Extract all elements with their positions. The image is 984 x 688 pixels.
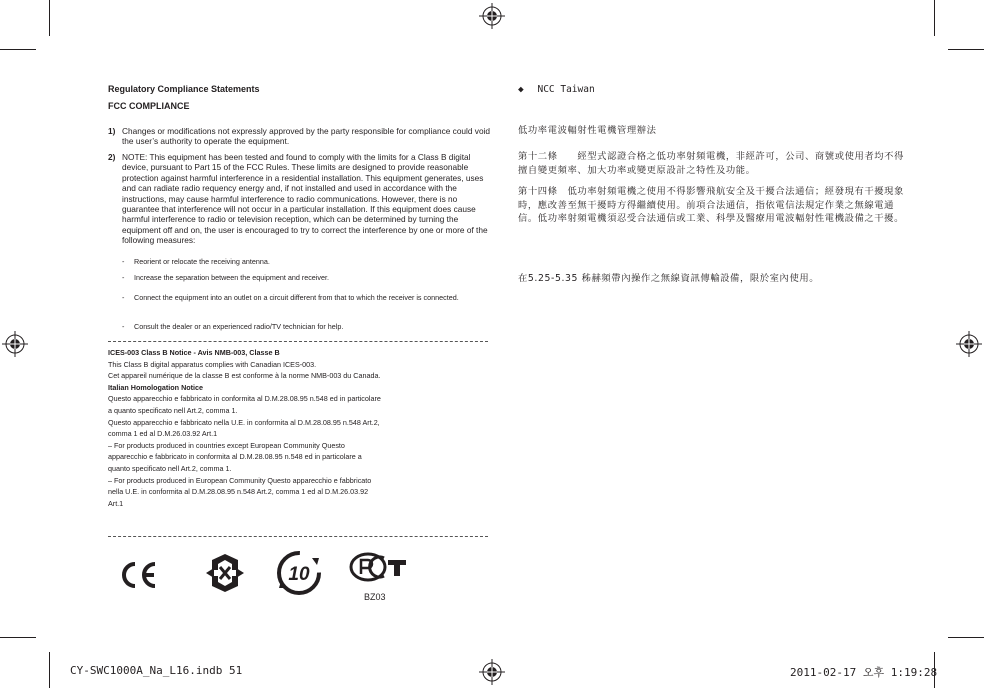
notice-line: This Class B digital apparatus complies with Canadian ICES-003. bbox=[108, 359, 317, 369]
item-text: Changes or modifications not expressly approved by the party responsible for compliance could void the user’s authority to operate the equipment. bbox=[122, 126, 491, 147]
band-note: 在5.25-5.35 秭赫頻帶內操作之無線資訊傳輸設備，限於室內使用。 bbox=[518, 273, 820, 284]
divider bbox=[108, 536, 488, 537]
divider bbox=[108, 341, 488, 342]
crop-mark bbox=[0, 637, 36, 638]
notice-line: ICES-003 Class B Notice - Avis NMB-003, Classe B bbox=[108, 348, 280, 357]
footer-filename: CY-SWC1000A_Na_L16.indb 51 bbox=[70, 664, 243, 677]
footer-datetime: 2011-02-17 오후 1:19:28 bbox=[790, 666, 938, 679]
item-number: 1) bbox=[108, 126, 116, 136]
notice-line: a quanto specificato nell Art.2, comma 1. bbox=[108, 406, 238, 415]
fcc-item bbox=[108, 126, 493, 148]
ncc-heading bbox=[518, 84, 595, 95]
bullet-dash: - bbox=[122, 322, 125, 331]
notice-line: Art.1 bbox=[108, 498, 124, 508]
registration-mark-icon bbox=[2, 331, 28, 357]
pct-mark-icon bbox=[348, 552, 408, 582]
registration-mark-icon bbox=[479, 659, 505, 685]
epup-number: 10 bbox=[288, 564, 310, 585]
bullet-dash: - bbox=[122, 293, 125, 302]
ce-mark-icon bbox=[118, 560, 158, 590]
bullet-dash: - bbox=[122, 257, 125, 266]
crop-mark bbox=[934, 0, 935, 36]
page-title: Regulatory Compliance Statements bbox=[108, 84, 260, 94]
bullet-text: Reorient or relocate the receiving antenna. bbox=[134, 257, 270, 266]
notice-line: Questo apparecchio e fabbricato in conformita al D.M.28.08.95 n.548 ed in particolare bbox=[108, 394, 381, 404]
article-12: 第十二條 經型式認證合格之低功率射頻電機，非經許可，公司、商號或使用者均不得擅自變更頻率、加大功率或變更原設計之特性及功能。 bbox=[518, 151, 904, 176]
fcc-heading: FCC COMPLIANCE bbox=[108, 101, 190, 111]
article-14: 第十四條 低功率射頻電機之使用不得影響飛航安全及干擾合法通信；經發現有干擾現象時，應改善至無干擾時方得繼續使用。前項合法通信，指依電信法規定作業之無線電通信。低功率射頻電機須忍受合法通信或工業、科學及醫療用電波輻射性電機設備之干擾。 bbox=[518, 186, 904, 224]
notice-line: – For products produced in countries except European Community Questo bbox=[108, 440, 345, 450]
bullet-text: Consult the dealer or an experienced radio/TV technician for help. bbox=[134, 322, 344, 331]
law-title: 低功率電波輻射性電機管理辦法 bbox=[518, 125, 657, 136]
notice-line: quanto specificato nell Art.2, comma 1. bbox=[108, 464, 232, 473]
crop-mark bbox=[948, 637, 984, 638]
bullet-text: Connect the equipment into an outlet on a circuit different from that to which the receiver is connected. bbox=[134, 293, 459, 302]
crop-mark bbox=[948, 49, 984, 50]
registration-mark-icon bbox=[479, 3, 505, 29]
diamond-bullet-icon: ◆ bbox=[518, 84, 524, 95]
recycle-mark-icon bbox=[202, 550, 248, 596]
ncc-title: NCC Taiwan bbox=[537, 84, 595, 95]
pct-code: BZ03 bbox=[364, 592, 386, 602]
notice-line: apparecchio e fabbricato in conformita al D.M.28.08.95 n.548 ed in particolare a bbox=[108, 452, 362, 462]
crop-mark bbox=[49, 652, 50, 688]
notice-line: – For products produced in European Community Questo apparecchio e fabbricato bbox=[108, 475, 372, 485]
notice-line: Cet appareil numérique de la classe B est conforme à la norme NMB-003 du Canada. bbox=[108, 371, 381, 381]
notice-line: comma 1 ed al D.M.26.03.92 Art.1 bbox=[108, 429, 218, 439]
notice-line: nella U.E. in conformita al D.M.28.08.95 n.548 Art.2, comma 1 ed al D.M.26.03.92 bbox=[108, 487, 369, 497]
crop-mark bbox=[49, 0, 50, 36]
bullet-text: Increase the separation between the equipment and receiver. bbox=[134, 273, 329, 282]
bullet-dash: - bbox=[122, 273, 125, 282]
crop-mark bbox=[0, 49, 36, 50]
item-number: 2) bbox=[108, 152, 116, 162]
registration-mark-icon bbox=[956, 331, 982, 357]
fcc-item bbox=[108, 152, 493, 256]
notice-line: Italian Homologation Notice bbox=[108, 382, 204, 392]
notice-line: Questo apparecchio e fabbricato nella U.E. in conformita al D.M.28.08.95 n.548 Art.2, bbox=[108, 417, 380, 427]
epup-10-mark-icon bbox=[276, 550, 322, 596]
item-text: NOTE: This equipment has been tested and found to comply with the limits for a Class B digital device, pursuant to Part 15 of the FCC Rules. These limits are designed to provide reasonable protection against harmful interference in a residential installation. This equipment generates, uses and can radiate radio requency energy and, if not installed and used in accordance with the instructions, may cause harmful interference to radio communications. However, there is no guarantee that interference will not occur in a particular installation. If this equipment does cause harmful interference to radio or television reception, which can be determined by turning the equipment off and on, the user is encouraged to try to correct the interference by one or more of the following measures: bbox=[122, 152, 488, 246]
